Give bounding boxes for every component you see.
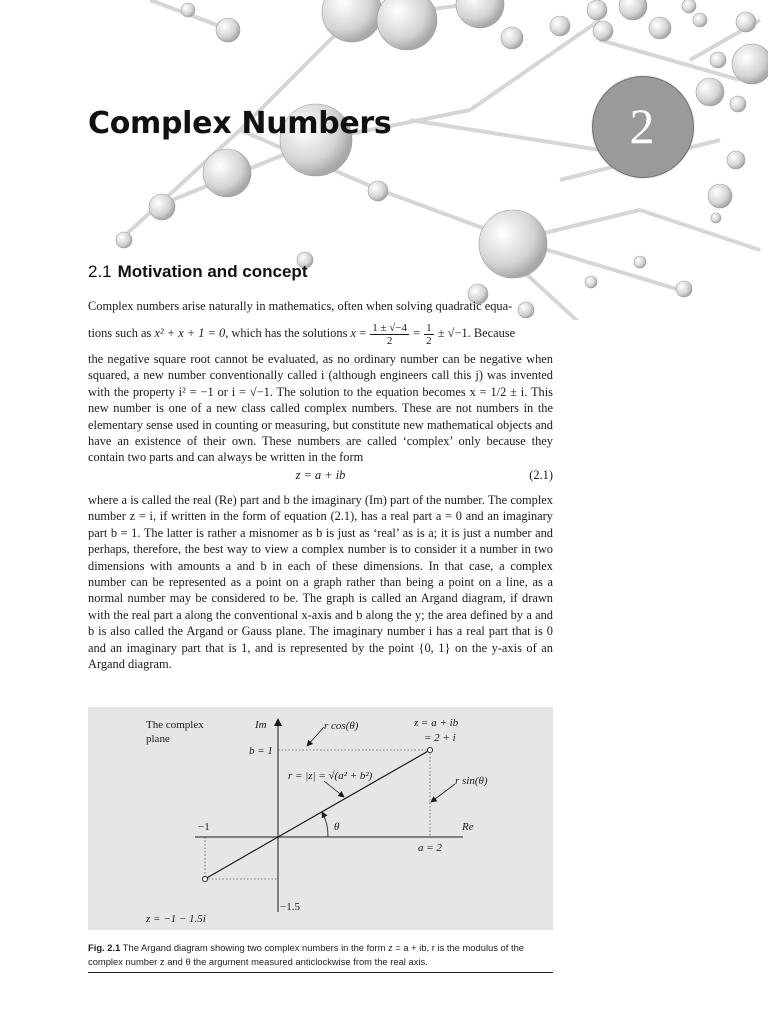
rsin-label: r sin(θ) <box>455 775 488 787</box>
vector-z1 <box>278 750 430 837</box>
neg1-label: −1 <box>198 821 210 833</box>
z1-label-2: = 2 + i <box>424 732 456 744</box>
section-number: 2.1 <box>88 262 112 281</box>
caption-text: The Argand diagram showing two complex numbers in the form z = a + ib, r is the modulus of the complex number z and θ the argument measured anticlockwise from the real axis. <box>88 942 524 967</box>
point-z2 <box>202 876 207 881</box>
figure-caption <box>88 941 553 968</box>
z1-label-1: z = a + ib <box>414 717 459 729</box>
caption-label: Fig. 2.1 <box>88 942 121 953</box>
re-axis-label: Re <box>462 821 474 833</box>
point-z1 <box>427 747 432 752</box>
section-title: Motivation and concept <box>117 262 308 281</box>
modulus-label: r = |z| = √(a² + b²) <box>288 770 373 782</box>
vector-z2 <box>205 837 278 879</box>
equation-number: (2.1) <box>529 468 553 482</box>
line2-equation: x² + x + 1 = 0 <box>154 326 226 340</box>
rsin-pointer <box>431 784 455 802</box>
z2-label: z = −1 − 1.5i <box>146 913 206 925</box>
line2-text-a: tions such as <box>88 326 155 340</box>
fraction-1: $\frac{1 \pm √-4}{2}$ <box>372 321 407 347</box>
plane-label-1: The complex <box>146 719 204 731</box>
line2-text-c: ± √−1. Because <box>434 326 516 340</box>
caption-rule <box>88 972 553 973</box>
paragraph-1-line-2: tions such as x² + x + 1 = 0, which has the solutions x = $\frac{1 \pm √-4}{2}$ = $\frac{1}{2}$ ± √−1. Because <box>88 321 516 347</box>
plane-label-2: plane <box>146 733 170 745</box>
paragraph-1-body: the negative square root cannot be evaluated, as no ordinary number can be negative when squared, a new number conventionally called i (although engineers call this j) was invented with the property i² = −1 or i = √−1. The solution to the equation becomes x = 1/2 ± i. This new number is one of a new class called complex numbers. These are not numbers in the elementary sense used in counting or measuring, but constitute new mathematical objects and have an existence of their own. These numbers are called ‘complex’ only because they contain two parts and can always be written in the form <box>88 352 553 465</box>
neg15-label: −1.5 <box>280 901 300 913</box>
equation-body: z = a + ib <box>295 468 346 482</box>
chapter-number: 2 <box>629 98 655 154</box>
section-heading <box>88 262 307 282</box>
im-axis-label: Im <box>255 719 267 731</box>
fraction-2: $\frac{1}{2}$ <box>426 321 432 347</box>
line2-text-b: , which has the solutions <box>225 326 351 340</box>
b-label: b = 1 <box>249 745 273 757</box>
theta-arc <box>322 812 328 837</box>
a-label: a = 2 <box>418 842 442 854</box>
chapter-title: Complex Numbers <box>88 106 392 141</box>
equation-2-1 <box>88 468 553 486</box>
rcos-label: r cos(θ) <box>324 720 359 732</box>
paragraph-1-line-1: Complex numbers arise naturally in mathematics, often when solving quadratic equa- <box>88 299 513 313</box>
argand-diagram <box>88 707 553 930</box>
paragraph-2: where a is called the real (Re) part and b the imaginary (Im) part of the number. The complex number z = i, if written in the form of equation (2.1), has a real part a = 0 and an imaginary part b = 1. The latter is rather a misnomer as b is just as ‘real’ as is a; it is just a number and perhaps, therefore, the best way to view a complex number is to consider it a number in two dimensions with amounts a and b in each of these dimensions. In that case, a complex number can be represented as a point on a graph rather than being a point on a line, as a normal number may be considered to be. The graph is called an Argand diagram, if drawn with the real part a along the conventional x-axis and b along the y; the area defined by a and b is also called the Argand or Gauss plane. The imaginary number i has a real part that is 0 and an imaginary part that is 1, and is represented by the point {0, 1} on the y-axis of an Argand diagram. <box>88 493 553 672</box>
modulus-pointer <box>324 781 344 797</box>
theta-label: θ <box>334 821 340 833</box>
rcos-pointer <box>307 727 324 746</box>
